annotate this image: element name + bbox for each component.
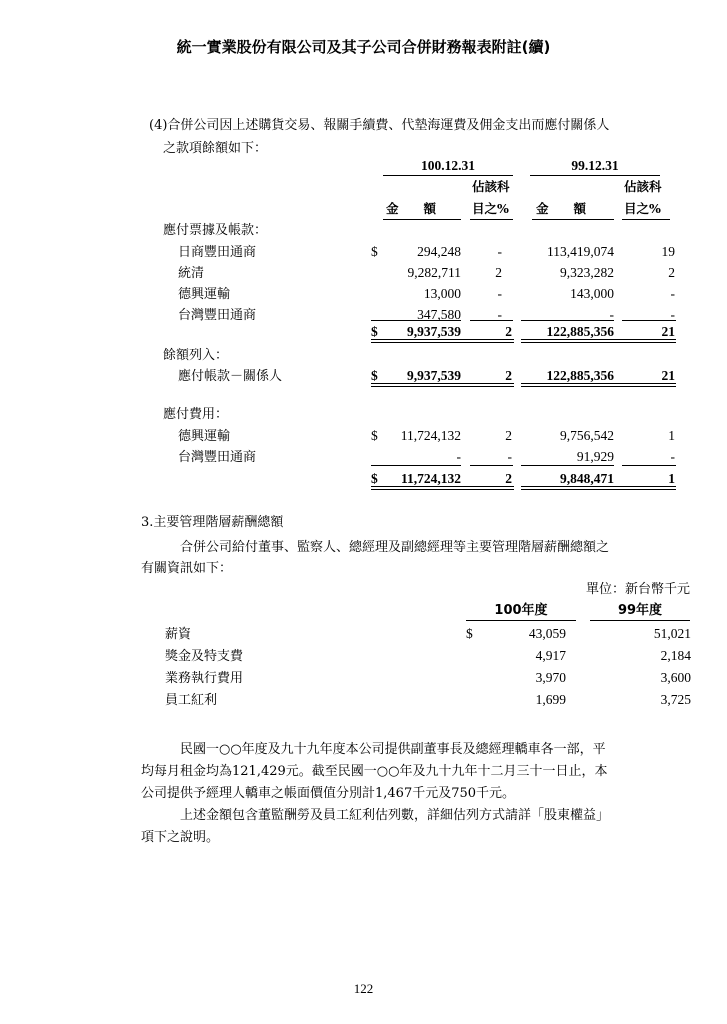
comp-row-name: 員工紅利 bbox=[165, 693, 218, 708]
row-amount-2011: 347,580 bbox=[417, 307, 461, 322]
row-pct-2011: 2 bbox=[495, 265, 502, 280]
comp-col-2010: 99年度 bbox=[617, 603, 663, 618]
row-amount-2011: 13,000 bbox=[423, 286, 461, 301]
row-pct-2010: 2 bbox=[668, 265, 675, 280]
row-pct-2010: 1 bbox=[668, 428, 675, 443]
row-amount-2010: 143,000 bbox=[570, 286, 614, 301]
balance-row-name: 應付帳款－關係人 bbox=[178, 369, 283, 384]
para2-line1: 上述金額包含董監酬勞及員工紅利估列數，詳細估列方式請詳「股東權益」 bbox=[180, 808, 610, 823]
comp-row-2011: 4,917 bbox=[535, 648, 566, 663]
balance-currency: $ bbox=[371, 368, 378, 383]
comp-row-2010: 51,021 bbox=[653, 626, 691, 641]
group2-total-amount-2011: 11,724,132 bbox=[400, 471, 461, 486]
row-pct-2011: - bbox=[497, 244, 502, 259]
row-pct-2011: - bbox=[507, 449, 512, 464]
row-currency: $ bbox=[371, 428, 378, 443]
col-pct-2011-line2: 目之% bbox=[472, 201, 509, 216]
col-header-2010: 99.12.31 bbox=[571, 158, 619, 173]
section4-intro-line2: 之款項餘額如下： bbox=[163, 141, 268, 156]
row-pct-2010: - bbox=[670, 307, 675, 322]
row-pct-2010: - bbox=[670, 449, 675, 464]
row-name: 日商豐田通商 bbox=[178, 245, 257, 260]
page-number: 122 bbox=[353, 981, 374, 996]
row-name: 台灣豐田通商 bbox=[178, 450, 257, 465]
page-title: 統一實業股份有限公司及其子公司合併財務報表附註(續) bbox=[176, 38, 551, 56]
row-pct-2011: - bbox=[497, 307, 502, 322]
row-amount-2011: 9,282,711 bbox=[407, 265, 461, 280]
group2-total-currency: $ bbox=[371, 471, 378, 486]
group1-total-currency: $ bbox=[371, 324, 378, 339]
row-amount-2010: 113,419,074 bbox=[547, 244, 614, 259]
section3-heading: 3.主要管理階層薪酬總額 bbox=[141, 515, 284, 530]
col-amount-2010: 金 額 bbox=[536, 201, 587, 216]
comp-row-2010: 3,725 bbox=[660, 692, 691, 707]
comp-row-2011: 43,059 bbox=[528, 626, 566, 641]
row-pct-2011: 2 bbox=[505, 428, 512, 443]
group2-total-pct-2011: 2 bbox=[505, 471, 512, 486]
row-amount-2011: 294,248 bbox=[417, 244, 461, 259]
row-amount-2010: 9,756,542 bbox=[560, 428, 614, 443]
comp-row-name: 業務執行費用 bbox=[165, 671, 244, 686]
para1-line1: 民國一○○年度及九十九年度本公司提供副董事長及總經理轎車各一部，平 bbox=[180, 742, 606, 757]
col-pct-2011-line1: 佔該科 bbox=[472, 179, 510, 194]
group1-total-pct-2011: 2 bbox=[505, 324, 512, 339]
balance-label: 餘額列入： bbox=[163, 348, 229, 363]
row-amount-2011: - bbox=[456, 449, 461, 464]
row-name: 統清 bbox=[178, 266, 205, 281]
comp-row-2011: 3,970 bbox=[535, 670, 566, 685]
balance-pct-2011: 2 bbox=[505, 368, 512, 383]
balance-amount-2010: 122,885,356 bbox=[546, 368, 614, 383]
group1-total-amount-2010: 122,885,356 bbox=[546, 324, 614, 339]
group1-total-pct-2010: 21 bbox=[661, 324, 675, 339]
comp-row-2010: 3,600 bbox=[660, 670, 691, 685]
row-pct-2010: - bbox=[670, 286, 675, 301]
comp-col-2011: 100年度 bbox=[494, 603, 548, 618]
comp-row-currency: $ bbox=[466, 626, 473, 641]
row-name: 德興運輸 bbox=[178, 287, 231, 302]
section3-intro-line1: 合併公司給付董事、監察人、總經理及副總經理等主要管理階層薪酬總額之 bbox=[180, 540, 610, 555]
row-amount-2010: 9,323,282 bbox=[560, 265, 614, 280]
row-amount-2011: 11,724,132 bbox=[400, 428, 461, 443]
row-currency: $ bbox=[371, 244, 378, 259]
section3-intro-line2: 有關資訊如下： bbox=[141, 561, 233, 576]
col-amount-2011: 金 額 bbox=[386, 201, 437, 216]
row-pct-2010: 19 bbox=[661, 244, 675, 259]
group1-total-amount-2011: 9,937,539 bbox=[407, 324, 461, 339]
group2-label: 應付費用： bbox=[163, 407, 229, 422]
row-name: 台灣豐田通商 bbox=[178, 308, 257, 323]
row-pct-2011: - bbox=[497, 286, 502, 301]
para2-line2: 項下之說明。 bbox=[141, 830, 220, 845]
comp-row-name: 薪資 bbox=[165, 627, 192, 642]
row-name: 德興運輸 bbox=[178, 429, 231, 444]
unit-label: 單位：新台幣千元 bbox=[585, 582, 690, 597]
group1-label: 應付票據及帳款： bbox=[163, 223, 268, 238]
balance-amount-2011: 9,937,539 bbox=[407, 368, 461, 383]
col-pct-2010-line2: 目之% bbox=[624, 201, 661, 216]
section4-intro-line1: (4)合併公司因上述購貨交易、報關手續費、代墊海運費及佣金支出而應付關係人 bbox=[149, 118, 610, 133]
balance-pct-2010: 21 bbox=[661, 368, 675, 383]
col-header-2011: 100.12.31 bbox=[421, 158, 475, 173]
comp-row-2010: 2,184 bbox=[660, 648, 691, 663]
row-amount-2010: - bbox=[609, 307, 614, 322]
group2-total-amount-2010: 9,848,471 bbox=[560, 471, 614, 486]
comp-row-2011: 1,699 bbox=[535, 692, 566, 707]
para1-line2: 均每月租金均為121,429元。截至民國一○○年及九十九年十二月三十一日止，本 bbox=[141, 764, 608, 779]
comp-row-name: 獎金及特支費 bbox=[165, 649, 244, 664]
row-amount-2010: 91,929 bbox=[576, 449, 614, 464]
para1-line3: 公司提供予經理人轎車之帳面價值分別計1,467千元及750千元。 bbox=[141, 786, 516, 801]
col-pct-2010-line1: 佔該科 bbox=[624, 179, 662, 194]
group2-total-pct-2010: 1 bbox=[668, 471, 675, 486]
